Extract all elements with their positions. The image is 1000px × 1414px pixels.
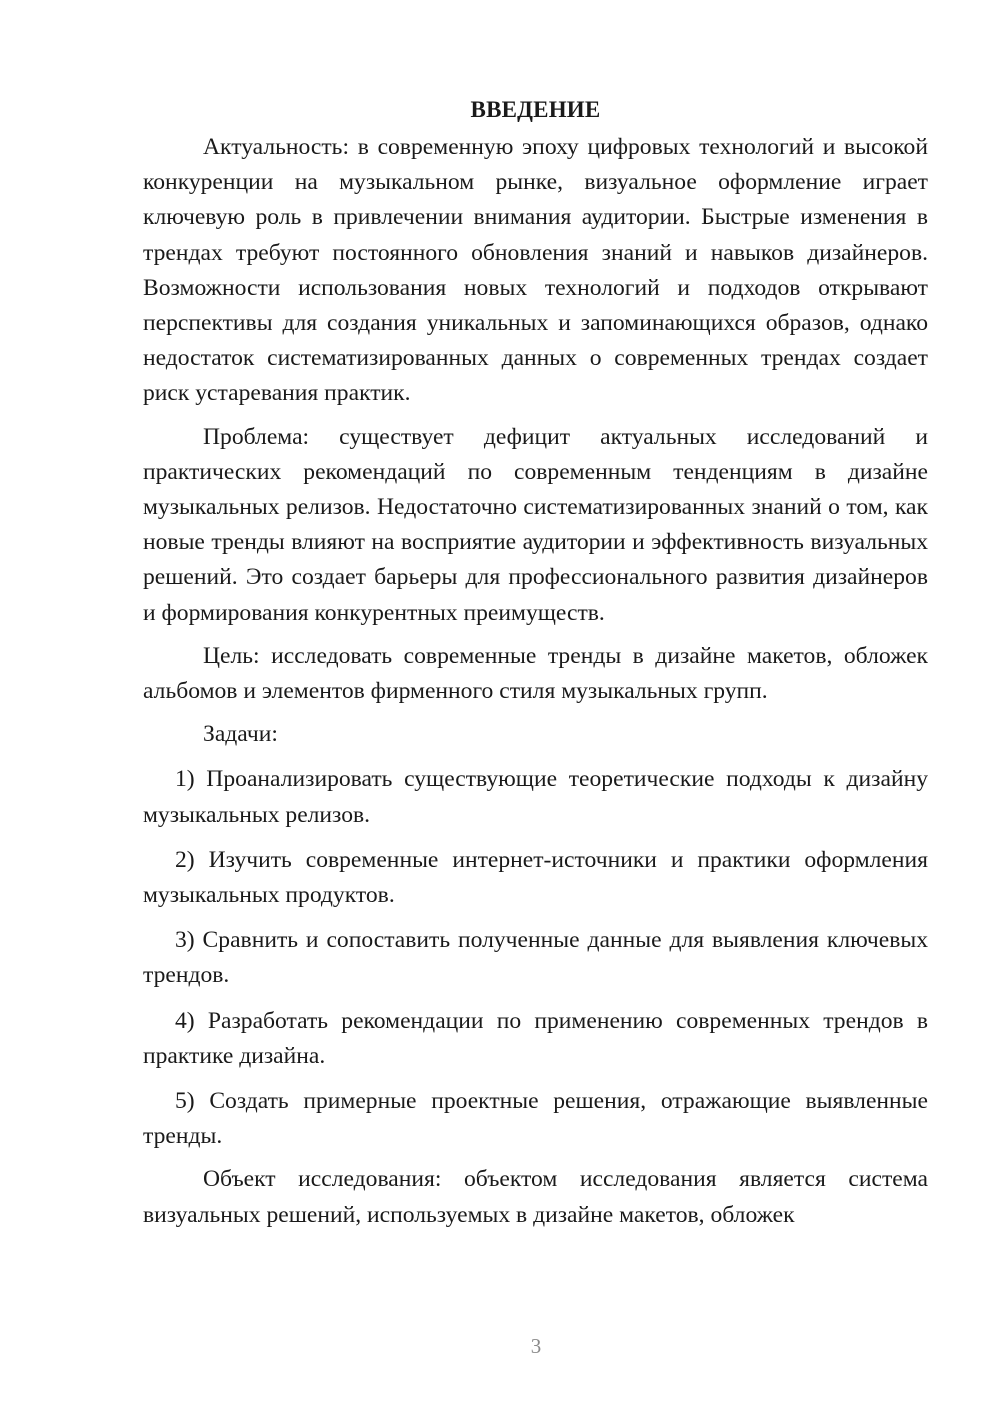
task-item-3: 3) Сравнить и сопоставить полученные данные для выявления ключевых трендов. <box>143 927 928 989</box>
tasks-label: Задачи: <box>203 721 278 748</box>
task-item-1: 1) Проанализировать существующие теоретические подходы к дизайну музыкальных релизов. <box>143 766 928 828</box>
paragraph-object: Объект исследования: объектом исследования является система визуальных решений, используемых в дизайне макетов, обложек <box>143 1166 928 1228</box>
section-heading: ВВЕДЕНИЕ <box>470 97 601 122</box>
page-content <box>143 92 928 1233</box>
task-item-4: 4) Разработать рекомендации по применению современных трендов в практике дизайна. <box>143 1007 928 1069</box>
task-list <box>143 762 928 1154</box>
paragraph-relevance: Актуальность: в современную эпоху цифровых технологий и высокой конкуренции на музыкальном рынке, визуальное оформление играет ключевую роль в привлечении внимания аудитории. Быстрые изменения в трендах требуют постоянного обновления знаний и навыков дизайнеров. Возможности использования новых технологий и подходов открывают перспективы для создания уникальных и запоминающихся образов, однако недостаток систематизированных данных о современных трендах создает риск устаревания практик. <box>143 134 928 407</box>
page-number: 3 <box>530 1334 542 1358</box>
task-item-5: 5) Создать примерные проектные решения, отражающие выявленные тренды. <box>143 1088 928 1150</box>
task-item-2: 2) Изучить современные интернет-источники и практики оформления музыкальных продуктов. <box>143 846 928 909</box>
paragraph-goal: Цель: исследовать современные тренды в дизайне макетов, обложек альбомов и элементов фирменного стиля музыкальных групп. <box>143 642 928 705</box>
paragraph-problem: Проблема: существует дефицит актуальных исследований и практических рекомендаций по современным тенденциям в дизайне музыкальных релизов. Недостаточно систематизированных знаний о том, как новые тренды влияют на восприятие аудитории и эффективность визуальных решений. Это создает барьеры для профессионального развития дизайнеров и формирования конкурентных преимуществ. <box>143 423 928 626</box>
